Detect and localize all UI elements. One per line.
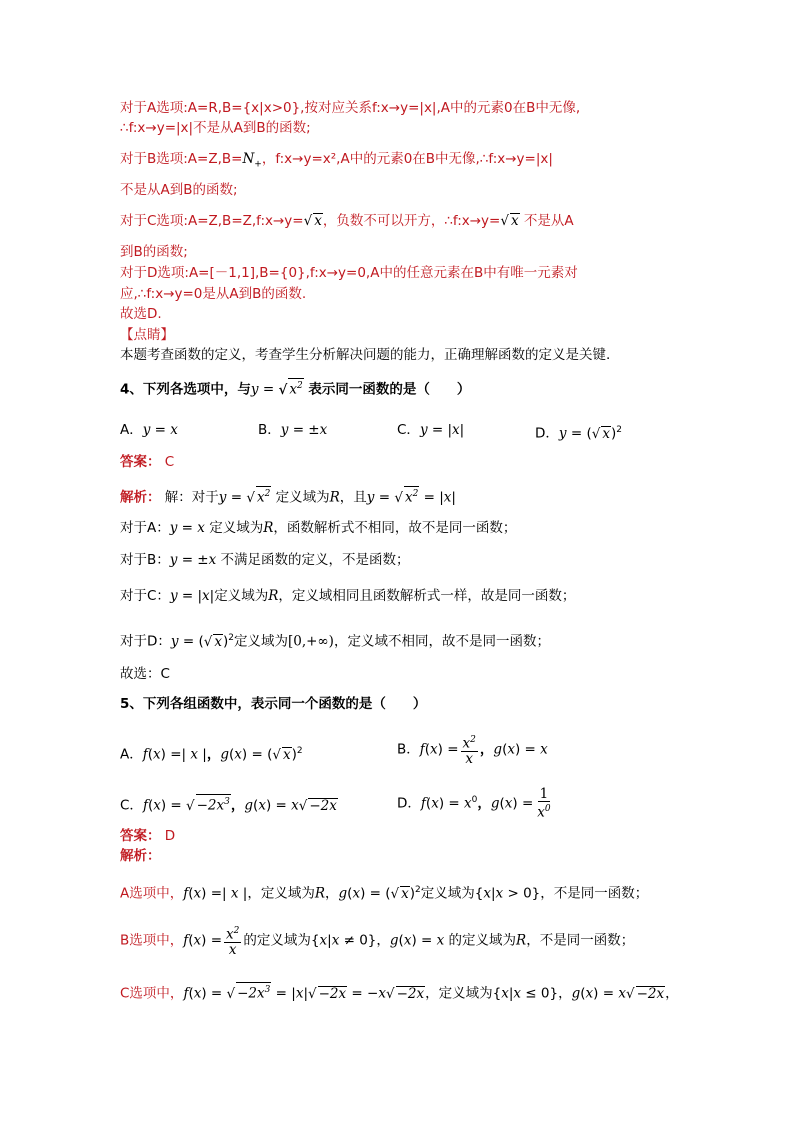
q5-analysis-a: A选项中，f(x) =| x |，定义域为R，g(x) = (√ x)$^2$定义域为{x|x > 0}，不是同一函数； <box>120 880 648 904</box>
analysis-line-6: 到B的函数; <box>120 244 188 260</box>
q5-answer: 答案： D <box>120 828 176 844</box>
q4-analysis-intro: 解析： 解：对于y = √ $x^2$ 定义域为R，且y = √ $x^2 = |x|$ <box>120 486 456 508</box>
q4-analysis-a: 对于A：y = x 定义域为R，函数解析式不相同，故不是同一函数； <box>120 520 517 536</box>
q5-option-a: A．f(x) =| x |，g(x) = (√ x)$^2$ <box>120 741 303 765</box>
q4-analysis-c: 对于C：y = |x|定义域为R，定义域相同且函数解析式一样，故是同一函数； <box>120 588 576 604</box>
analysis-line-7: 对于D选项:A=[－1,1],B={0},f:x→y=0,A中的任意元素在B中有唯一元素对 <box>120 265 578 281</box>
q5-option-b: B．f(x) = $\frac{x^2}{x}$ ，g(x) = x <box>397 735 548 767</box>
analysis-line-5: 对于C选项:A=Z,B=Z,f:x→y=√ x，负数不可以开方，∴f:x→y=√ x 不是从A <box>120 211 574 231</box>
analysis-line-2: ∴f:x→y=|x|不是从A到B的函数; <box>120 120 311 136</box>
q4-option-a: A．y = x <box>120 422 178 438</box>
comment-title: 【点睛】 <box>120 327 174 343</box>
analysis-line-4: 不是从A到B的函数; <box>120 182 238 198</box>
analysis-line-3: 对于B选项$:A=Z,B=N_+$，f:x→y=x²,A中的元素0在B中无像,∴f:x→y=|x| <box>120 151 553 170</box>
q4-stem: 4、下列各选项中，与y = √ $x^2$ 表示同一函数的是（ ） <box>120 378 470 400</box>
analysis-line-1: 对于A选项:A=R,B={x|x>0},按对应关系f:x→y=|x|,A中的元素0在B中无像, <box>120 100 581 116</box>
q4-option-d: D．y = (√ x)$^2$ <box>535 420 622 444</box>
analysis-line-8: 应,∴f:x→y=0是从A到B的函数. <box>120 286 307 302</box>
q5-option-c: C．f(x) = √ $-2x^3$，g(x) = x√ −2x <box>120 794 338 816</box>
q4-conclusion: 故选：C <box>120 666 170 682</box>
q5-option-d: D．$f(x) = x^0$，g(x) = $\frac{1}{x^0}$ <box>397 786 551 821</box>
analysis-line-9: 故选D. <box>120 306 162 322</box>
q4-option-c: C．y = |x| <box>397 422 465 438</box>
q4-answer: 答案： C <box>120 454 175 470</box>
q4-option-b: B．y = ±x <box>258 422 328 438</box>
q5-analysis-label: 解析： <box>120 848 161 864</box>
q4-analysis-b: 对于B：y = ±x 不满足函数的定义，不是函数； <box>120 552 410 568</box>
q4-analysis-d: 对于D：y = (√ x)$^2$定义域为[0,+∞)，定义域不相同，故不是同一函数； <box>120 628 550 652</box>
q5-analysis-c: C选项中，f(x) = √ $-2x^3 = |x|√ -2x = -x√ -2x$，定义域为{x|x ≤ 0}，g(x) = x√ −2x， <box>120 982 679 1004</box>
q5-analysis-b: B选项中，f(x) = $\frac{x^2}{x}$ 的定义域为{x|x ≠ 0}，g(x) = x 的定义域为R，不是同一函数； <box>120 926 635 958</box>
q5-stem: 5、下列各组函数中，表示同一个函数的是（ ） <box>120 696 427 712</box>
comment-text: 本题考查函数的定义，考查学生分析解决问题的能力，正确理解函数的定义是关键. <box>120 347 611 363</box>
